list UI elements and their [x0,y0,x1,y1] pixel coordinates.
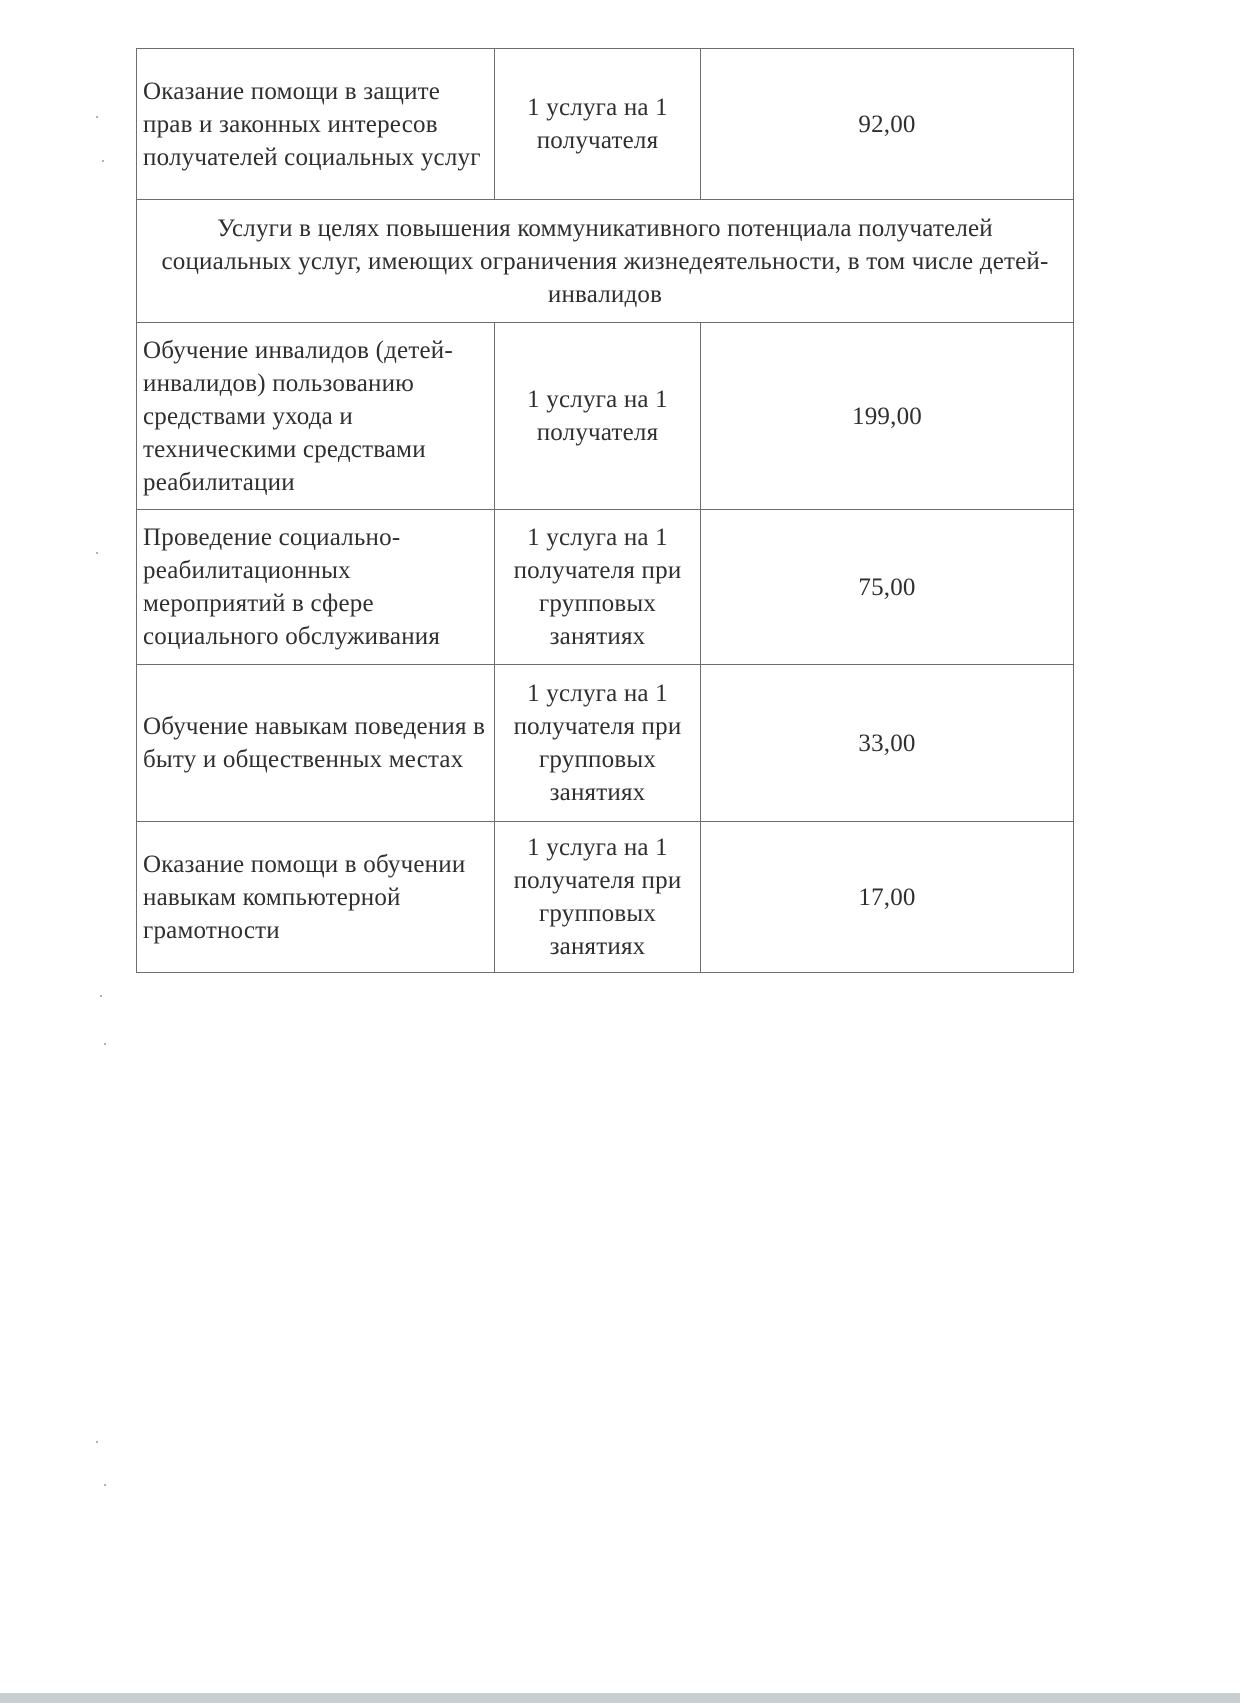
scan-speck [96,1441,98,1443]
service-price-cell: 199,00 [701,323,1074,510]
scan-speck [104,1043,106,1045]
service-unit-cell: 1 услуга на 1 получателя при групповых занятиях [495,510,701,665]
service-name-cell: Обучение навыкам поведения в быту и общественных местах [137,665,495,822]
service-unit-cell: 1 услуга на 1 получателя при групповых занятиях [495,665,701,822]
service-price-cell: 75,00 [701,510,1074,665]
table-row [137,49,1074,200]
scan-speck [96,116,98,118]
section-header-cell: Услуги в целях повышения коммуникативного потенциала получателей социальных услуг, имеющих ограничения жизнедеятельности, в том числе детей-инвалидов [137,200,1074,323]
scan-edge-strip [0,1693,1240,1703]
scan-speck [102,160,104,162]
table-row [137,665,1074,822]
table-row [137,323,1074,510]
table-row [137,822,1074,973]
scan-speck [100,995,102,997]
service-name-cell: Проведение социально-реабилитационных мероприятий в сфере социального обслуживания [137,510,495,665]
service-unit-cell: 1 услуга на 1 получателя [495,323,701,510]
scan-speck [104,1484,106,1486]
service-price-cell: 33,00 [701,665,1074,822]
service-name-cell: Оказание помощи в защите прав и законных интересов получателей социальных услуг [137,49,495,200]
service-price-cell: 17,00 [701,822,1074,973]
service-name-cell: Оказание помощи в обучении навыкам компьютерной грамотности [137,822,495,973]
service-unit-cell: 1 услуга на 1 получателя при групповых занятиях [495,822,701,973]
service-unit-cell: 1 услуга на 1 получателя [495,49,701,200]
service-tariff-table [136,48,1074,973]
service-price-cell: 92,00 [701,49,1074,200]
table-row [137,510,1074,665]
section-header-row [137,200,1074,323]
service-name-cell: Обучение инвалидов (детей-инвалидов) пользованию средствами ухода и техническими средствами реабилитации [137,323,495,510]
scan-speck [96,552,98,554]
